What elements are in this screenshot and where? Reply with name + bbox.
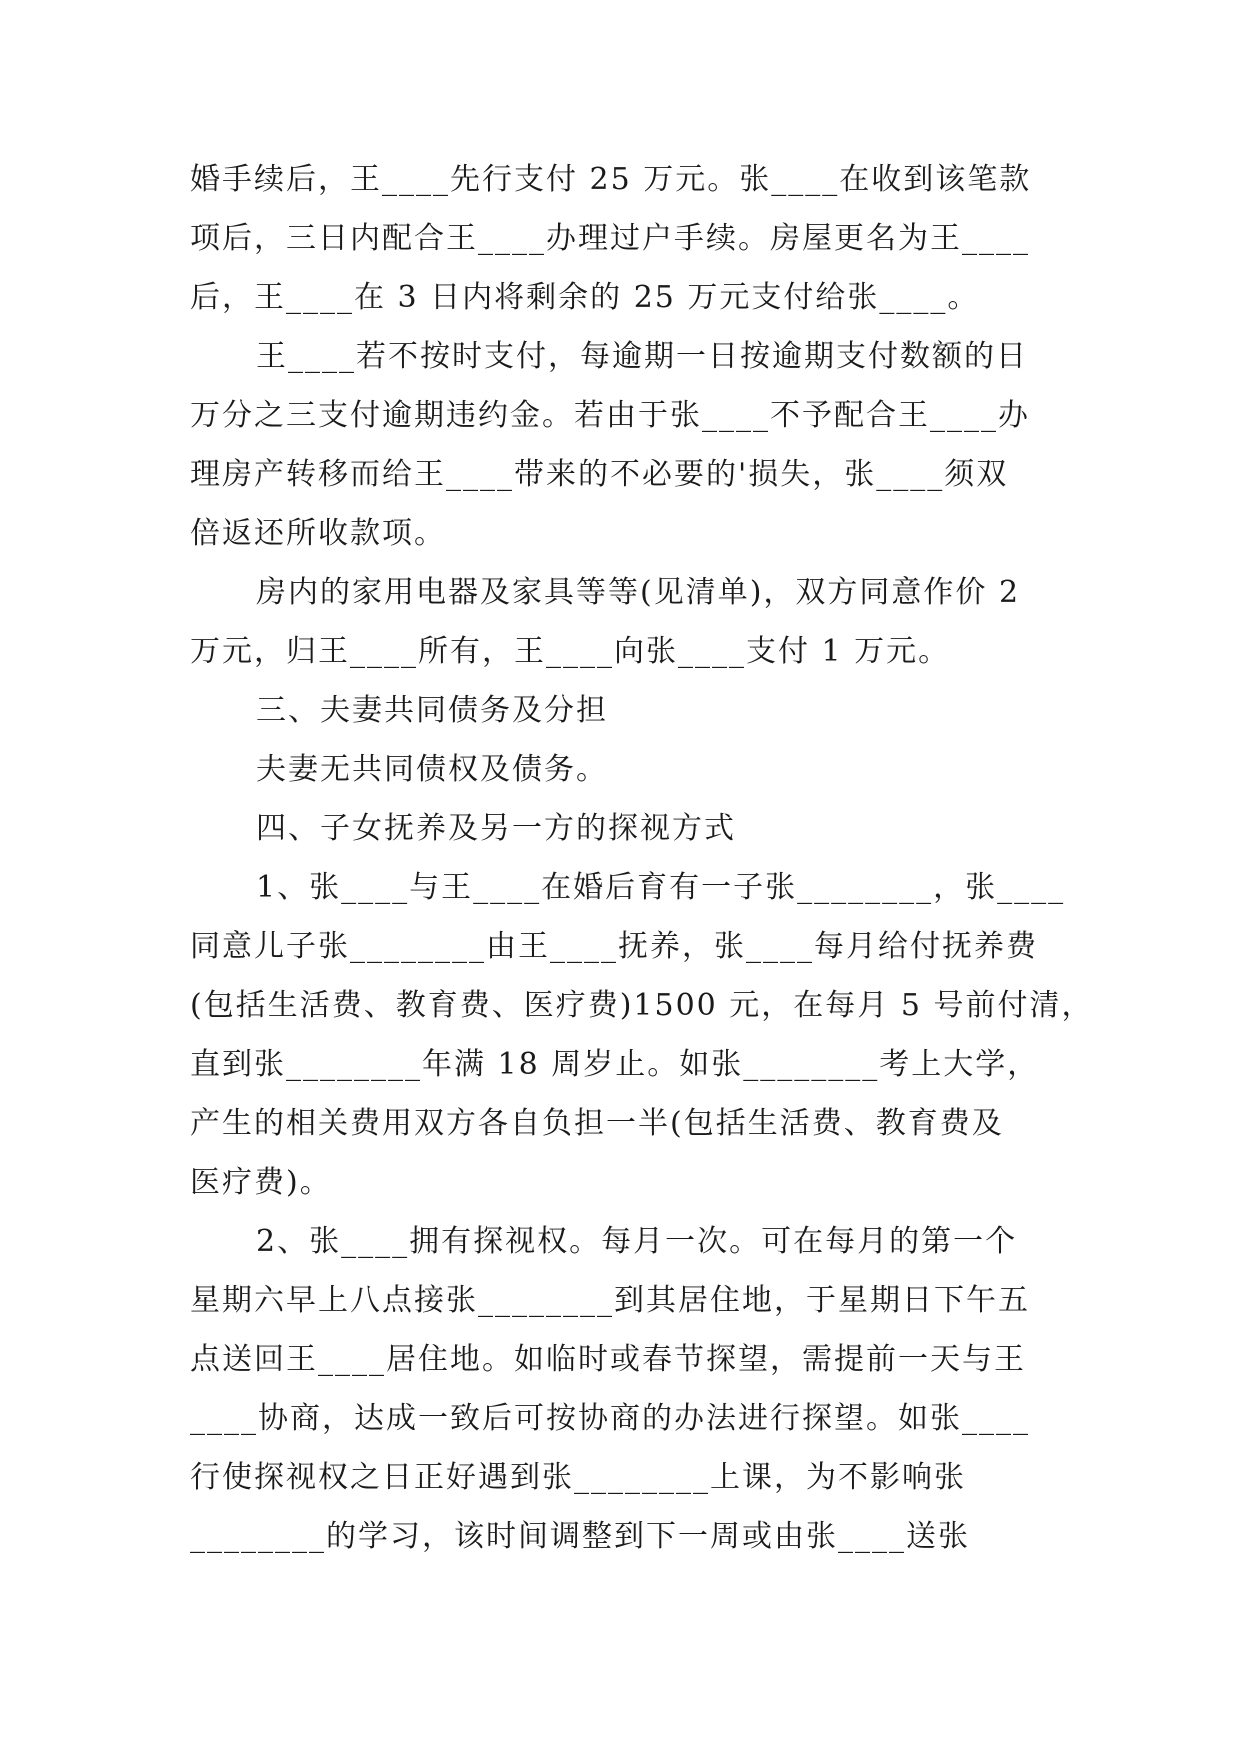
text-line: 倍返还所收款项。 xyxy=(190,516,446,551)
paragraph-start-line: 房内的家用电器及家具等等(见清单)，双方同意作价 2 xyxy=(256,575,1021,610)
text-line: 项后，三日内配合王____办理过户手续。房屋更名为王____ xyxy=(190,221,1030,256)
paragraph-start-line: 2、张____拥有探视权。每月一次。可在每月的第一个 xyxy=(256,1224,1018,1259)
text-line: (包括生活费、教育费、医疗费)1500 元，在每月 5 号前付清， xyxy=(190,988,1094,1023)
text-line: 产生的相关费用双方各自负担一半(包括生活费、教育费及 xyxy=(190,1106,1004,1141)
paragraph-start-line: 王____若不按时支付，每逾期一日按逾期支付数额的日 xyxy=(256,339,1028,374)
paragraph-start-line: 1、张____与王____在婚后育有一子张________，张____ xyxy=(256,870,1066,905)
section-heading: 四、子女抚养及另一方的探视方式 xyxy=(256,811,736,846)
text-line: 万元，归王____所有，王____向张____支付 1 万元。 xyxy=(190,634,951,669)
text-line: 婚手续后，王____先行支付 25 万元。张____在收到该笔款 xyxy=(190,162,1032,197)
document-page xyxy=(190,150,1094,1566)
text-line: ____协商，达成一致后可按协商的办法进行探望。如张____ xyxy=(190,1401,1030,1436)
text-line: 理房产转移而给王____带来的不必要的'损失，张____须双 xyxy=(190,457,1009,492)
text-line: 医疗费)。 xyxy=(190,1165,332,1200)
text-line: 点送回王____居住地。如临时或春节探望，需提前一天与王 xyxy=(190,1342,1026,1377)
text-line: ________的学习，该时间调整到下一周或由张____送张 xyxy=(190,1519,970,1554)
text-line: 同意儿子张________由王____抚养，张____每月给付抚养费 xyxy=(190,929,1038,964)
text-line: 后，王____在 3 日内将剩余的 25 万元支付给张____。 xyxy=(190,280,980,315)
text-line: 行使探视权之日正好遇到张________上课，为不影响张 xyxy=(190,1460,966,1495)
text-line: 直到张________年满 18 周岁止。如张________考上大学， xyxy=(190,1047,1040,1082)
text-line: 万分之三支付逾期违约金。若由于张____不予配合王____办 xyxy=(190,398,1030,433)
section-heading: 三、夫妻共同债务及分担 xyxy=(256,693,608,728)
paragraph-start-line: 夫妻无共同债权及债务。 xyxy=(256,752,608,787)
text-line: 星期六早上八点接张________到其居住地，于星期日下午五 xyxy=(190,1283,1030,1318)
